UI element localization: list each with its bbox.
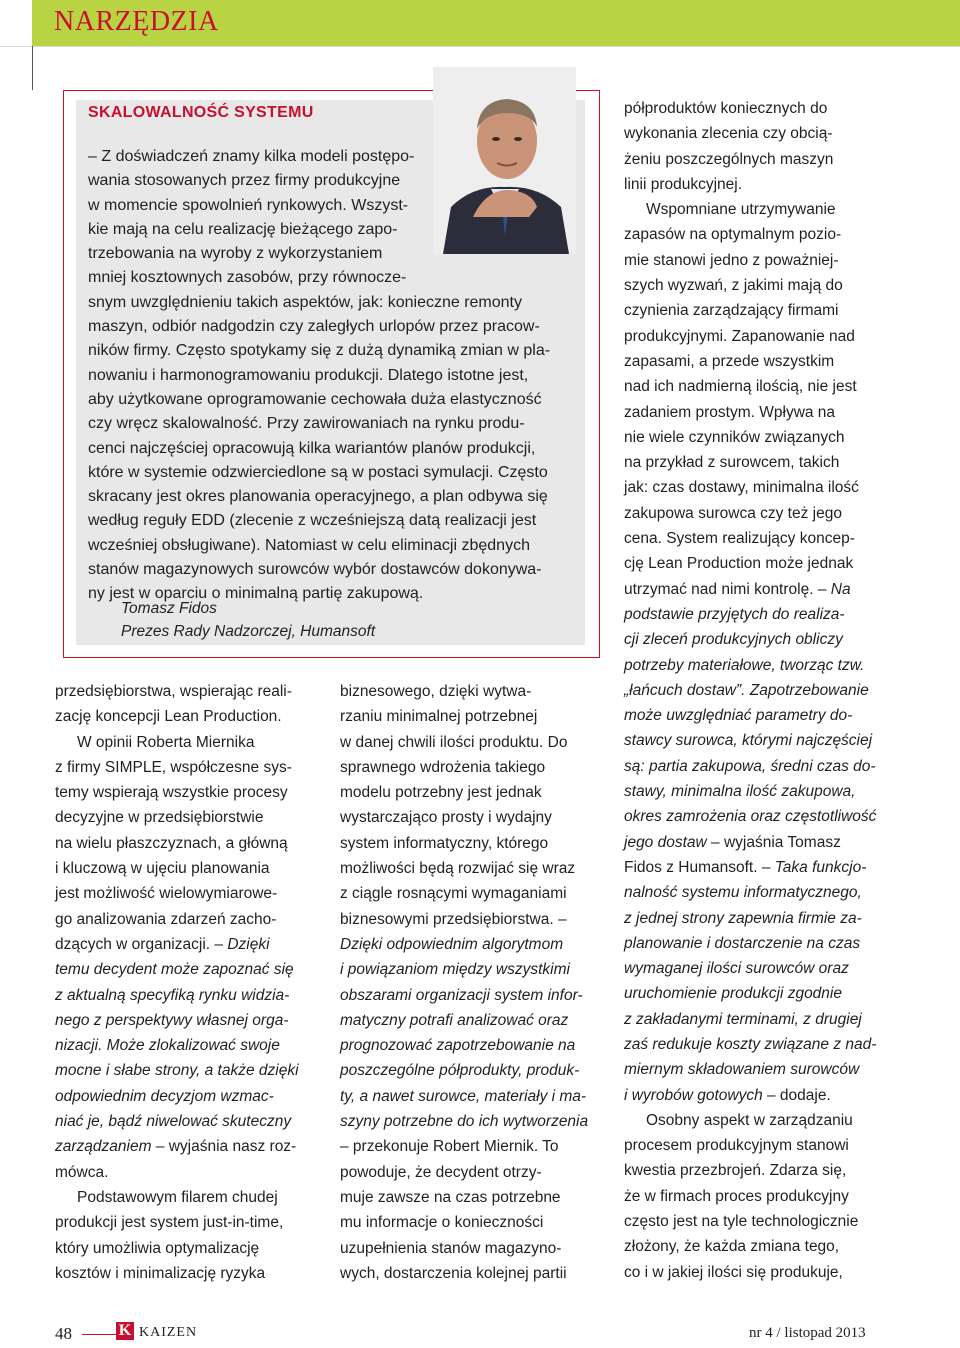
text-line (624, 1184, 884, 1209)
text-line (624, 425, 884, 450)
text-line (624, 273, 884, 298)
page-number: 48 (55, 1324, 72, 1343)
section-title: NARZĘDZIA (54, 6, 219, 37)
text-run: system informatyczny, którego (340, 834, 549, 852)
text-line (624, 475, 884, 500)
author-name: Tomasz Fidos (121, 600, 217, 617)
text-line (340, 957, 602, 982)
text-run: biznesowego, dzięki wytwa- (340, 683, 532, 700)
text-line (624, 1209, 884, 1234)
text-line (55, 704, 312, 729)
quote-line: skracany jest okres planowania operacyjnego, a plan odbywa się (88, 488, 548, 506)
text-line (624, 1260, 884, 1285)
text-line (55, 932, 312, 957)
footer-rule (82, 1334, 116, 1335)
text-run: decyzyjne w przedsiębiorstwie (55, 809, 264, 827)
text-run: uruchomienie produkcji zgodnie (624, 985, 842, 1003)
text-line (624, 349, 884, 374)
text-run: podstawie przyjętych do realiza- (624, 605, 845, 623)
text-line (55, 780, 312, 805)
text-run-italic: Taka funkcjo- (774, 858, 867, 876)
text-line (55, 1261, 312, 1286)
text-line (624, 1007, 884, 1032)
text-line (340, 755, 602, 780)
text-run: linii produkcyjnej. (624, 175, 743, 193)
text-run: cena. System realizujący koncep- (624, 530, 855, 548)
text-run-regular: – dodaje. (762, 1086, 831, 1104)
text-line (55, 1008, 312, 1033)
text-run: nie wiele czynników związanych (624, 428, 845, 446)
text-run: zapasów na optymalnym pozio- (624, 226, 842, 244)
text-line (55, 1134, 312, 1159)
header-divider (32, 46, 33, 90)
text-line (55, 983, 312, 1008)
text-line (55, 1033, 312, 1058)
text-run: złożony, że każda zmiana tego, (624, 1238, 840, 1256)
text-line (55, 755, 312, 780)
text-run: okres zamrożenia oraz częstotliwość (624, 808, 877, 826)
header-underline (0, 46, 960, 47)
text-line (624, 577, 884, 602)
text-run: obszarami organizacji system infor- (340, 986, 583, 1004)
quote-line: według reguły EDD (zlecenie z wcześniejszą datą realizacji jest (88, 512, 537, 530)
text-line (340, 831, 602, 856)
text-line (55, 1210, 312, 1235)
text-run: produkcji jest system just-in-time, (55, 1214, 284, 1232)
text-run: żeniu poszczególnych maszyn (624, 150, 834, 168)
text-line (624, 121, 884, 146)
text-run: wykonania zlecenia czy obcią- (624, 125, 833, 143)
text-line (340, 881, 602, 906)
text-line (340, 932, 602, 957)
text-run: przedsiębiorstwa, wspierając reali- (55, 683, 292, 700)
text-run: Podstawowym filarem chudej (77, 1188, 278, 1206)
quote-line: stanów magazynowych surowców wybór dostawców dokonywa- (88, 561, 542, 579)
text-line (55, 1236, 312, 1261)
text-run: rzaniu minimalnej potrzebnej (340, 708, 538, 726)
text-run-italic: Na (830, 580, 851, 598)
text-line (624, 551, 884, 576)
text-line (340, 907, 602, 932)
text-line (624, 981, 884, 1006)
text-run: produkcyjnymi. Zapanowanie nad (624, 327, 855, 345)
text-run: półproduktów koniecznych do (624, 100, 828, 117)
text-run: planowanie i dostarczenie na czas (624, 934, 861, 952)
text-line (340, 780, 602, 805)
kaizen-logo-icon: K (116, 1322, 134, 1340)
text-line (340, 1084, 602, 1109)
text-line (624, 96, 884, 121)
text-run: wych, dostarczenia kolejnej partii (340, 1264, 567, 1282)
text-run: nalność systemu informatycznego, (624, 884, 862, 902)
text-run: ty, a nawet surowce, materiały i ma- (340, 1087, 587, 1105)
text-line (55, 1160, 312, 1185)
text-run: modelu potrzebny jest jednak (340, 784, 542, 802)
text-line (624, 501, 884, 526)
text-run-italic: Dzięki (227, 935, 270, 953)
article-column-3 (624, 96, 884, 1285)
text-line (624, 728, 884, 753)
text-run-regular: – wyjaśnia Tomasz (706, 833, 841, 851)
text-run: szyny potrzebne do ich wytworzenia (340, 1113, 589, 1131)
text-line (624, 1057, 884, 1082)
text-line (624, 804, 884, 829)
text-line (624, 147, 884, 172)
text-run: odpowiednim decyzjom wzmac- (55, 1087, 274, 1105)
text-run: mie stanowi jedno z poważniej- (624, 251, 839, 269)
quote-line: snym uwzględnieniu takich aspektów, jak: konieczne remonty (88, 293, 522, 311)
text-run: co i w jakiej ilości się produkuje, (624, 1263, 843, 1281)
text-line (624, 1158, 884, 1183)
sidebar-box-title: SKALOWALNOŚĆ SYSTEMU (88, 104, 314, 121)
text-run: potrzeby materiałowe, tworząc tzw. (624, 656, 865, 674)
text-run: kosztów i minimalizację ryzyka (55, 1264, 266, 1282)
quote-line: wcześniej obsługiwane). Natomiast w celu eliminacji zbędnych (88, 536, 530, 554)
text-line (55, 831, 312, 856)
text-run: zację koncepcji Lean Production. (55, 708, 282, 726)
text-run: kwestia przezbrojeń. Zdarza się, (624, 1162, 847, 1180)
text-run-regular: – wyjaśnia nasz roz- (151, 1138, 297, 1156)
text-run: Osobny aspekt w zarządzaniu (646, 1111, 853, 1129)
text-run: szych wyzwań, z jakimi mają do (624, 277, 843, 295)
text-run: utrzymać nad nimi kontrolę. – (624, 580, 831, 598)
text-line (624, 374, 884, 399)
text-run: procesem produkcyjnym stanowi (624, 1137, 849, 1155)
text-line (624, 653, 884, 678)
text-line (55, 881, 312, 906)
text-line (624, 906, 884, 931)
quote-line: nowaniu i harmonogramowaniu produkcji. Dlatego istotne jest, (88, 366, 529, 384)
quote-line: które w systemie odzwierciedlone są w postaci symulacji. Często (88, 463, 548, 481)
text-line (624, 956, 884, 981)
text-line (624, 779, 884, 804)
text-run: z jednej strony zapewnia firmie za- (624, 909, 862, 927)
issue-info: nr 4 / listopad 2013 (749, 1325, 866, 1341)
text-run: na przykład z surowcem, takich (624, 454, 840, 472)
text-line (624, 526, 884, 551)
text-run: mówca. (55, 1163, 109, 1181)
quote-line: w momencie spowolnień rynkowych. Wszyst- (88, 196, 409, 214)
text-line (55, 730, 312, 755)
quote-line: – Z doświadczeń znamy kilka modeli postępo- (88, 148, 415, 165)
quote-line: ników firmy. Często spotykamy się z dużą dynamiką zmian w pla- (88, 342, 551, 360)
text-run: z firmy SIMPLE, współczesne sys- (55, 758, 292, 776)
text-line (55, 907, 312, 932)
quote-line: czy wręcz skalowalność. Przy zawirowaniach na rynku produ- (88, 415, 525, 433)
text-run: Fidos z Humansoft. – (624, 858, 775, 876)
text-line (624, 703, 884, 728)
text-run: cję Lean Production może jednak (624, 555, 854, 573)
text-run: muje zawsze na czas potrzebne (340, 1188, 561, 1206)
text-line (340, 730, 602, 755)
text-run: mocne i słabe strony, a także dzięki (55, 1062, 299, 1080)
text-run: miernym składowaniem surowców (624, 1061, 860, 1079)
quote-line: aby użytkowane oprogramowanie cechowała duża elastyczność (88, 390, 542, 408)
text-run: Wspomniane utrzymywanie (646, 201, 836, 219)
text-line (624, 1108, 884, 1133)
text-run: nad ich nadmierną ilością, nie jest (624, 378, 857, 396)
text-line (340, 704, 602, 729)
text-run: czynienia zarządzający firmami (624, 302, 839, 320)
text-line (624, 450, 884, 475)
text-line (340, 805, 602, 830)
text-line (624, 222, 884, 247)
text-line (340, 1261, 602, 1286)
text-run: i powiązaniom między wszystkimi (340, 961, 570, 979)
text-run: z zakładanymi terminami, z drugiej (624, 1010, 862, 1028)
text-line (624, 931, 884, 956)
text-line (340, 1134, 602, 1159)
magazine-name: KAIZEN (139, 1325, 198, 1340)
text-line (624, 880, 884, 905)
text-line (624, 1083, 884, 1108)
text-run: cji zleceń produkcyjnych obliczy (624, 631, 843, 649)
text-line (55, 1185, 312, 1210)
text-run: matyczny potrafi analizować oraz (340, 1011, 569, 1029)
text-run: może uwzględniać parametry do- (624, 707, 853, 725)
text-run: jak: czas dostawy, minimalna ilość (624, 479, 859, 497)
text-line (55, 679, 312, 704)
text-line (55, 1058, 312, 1083)
text-run: – przekonuje Robert Miernik. To (340, 1138, 559, 1156)
text-run: zarządzaniem (55, 1138, 152, 1156)
author-role: Prezes Rady Nadzorczej, Humansoft (121, 623, 376, 640)
text-line (624, 1032, 884, 1057)
text-run: zapasami, a przede wszystkim (624, 352, 835, 370)
text-line (340, 983, 602, 1008)
text-run: biznesowymi przedsiębiorstwa. – (340, 910, 567, 928)
text-run: poszczególne półprodukty, produk- (340, 1062, 580, 1080)
text-run: uzupełnienia stanów magazyno- (340, 1239, 562, 1257)
text-line (55, 1109, 312, 1134)
text-line (340, 1210, 602, 1235)
text-line (340, 1185, 602, 1210)
text-run: często jest na tyle technologicznie (624, 1213, 859, 1231)
text-line (55, 856, 312, 881)
text-run: dzących w organizacji. – (55, 935, 228, 953)
text-run: zakupowa surowca czy też jego (624, 504, 842, 522)
quote-line: cenci najczęściej opracowują kilka wariantów planów produkcji, (88, 439, 536, 457)
text-run: który umożliwia optymalizację (55, 1239, 260, 1257)
text-line (340, 1008, 602, 1033)
text-run: temu decydent może zapoznać się (55, 961, 294, 979)
quote-author (121, 597, 375, 643)
text-run: jego dostaw (624, 833, 707, 851)
text-line (55, 1084, 312, 1109)
text-line (624, 855, 884, 880)
text-run: go analizowania zdarzeń zacho- (55, 910, 277, 928)
quote-line: mniej kosztownych zasobów, przy równocze- (88, 269, 407, 287)
text-run: wystarczająco prosty i wydajny (340, 809, 552, 827)
text-run: mu informacje o konieczności (340, 1214, 544, 1232)
article-column-2 (340, 679, 602, 1286)
text-run: zaś redukuje koszty związane z nad- (624, 1035, 877, 1053)
text-run: stawcy surowca, którymi najczęściej (624, 732, 873, 750)
text-run: prognozować zapotrzebowanie na (340, 1037, 576, 1055)
text-run: i kluczową w ujęciu planowania (55, 860, 270, 878)
text-line (624, 830, 884, 855)
text-run: sprawnego wdrożenia takiego (340, 758, 546, 776)
text-line (624, 197, 884, 222)
text-line (624, 172, 884, 197)
text-run: możliwości będą rozwijać się wraz (340, 860, 576, 878)
text-run: wymaganej ilości surowców oraz (624, 960, 849, 978)
text-line (624, 324, 884, 349)
text-line (55, 957, 312, 982)
text-line (340, 856, 602, 881)
text-run: temy wspierają wszystkie procesy (55, 784, 288, 802)
text-line (624, 754, 884, 779)
text-line (624, 627, 884, 652)
text-run: nizacji. Może zlokalizować swoje (55, 1037, 280, 1055)
text-run: z aktualną specyfiką rynku widzia- (55, 986, 290, 1004)
text-line (55, 805, 312, 830)
text-line (624, 400, 884, 425)
text-run: „łańcuch dostaw”. Zapotrzebowanie (624, 681, 869, 699)
text-run: że w firmach proces produkcyjny (624, 1187, 849, 1205)
text-run: niać je, bądź niwelować skuteczny (55, 1113, 292, 1131)
text-line (340, 1033, 602, 1058)
text-run: nego z perspektywy własnej orga- (55, 1011, 289, 1029)
page-footer (0, 1316, 960, 1348)
quote-line: ny jest w oparciu o minimalną partię zakupową. (88, 585, 424, 603)
sidebar-box-quote (88, 145, 575, 607)
text-line (340, 1160, 602, 1185)
quote-line: kie mają na celu realizację bieżącego zapo- (88, 220, 398, 238)
text-run: i wyrobów gotowych (624, 1086, 763, 1104)
text-run: z ciągle rosnącymi wymaganiami (340, 885, 567, 903)
text-run: zadaniem prostym. Wpływa na (624, 403, 836, 421)
text-line (340, 679, 602, 704)
text-line (624, 248, 884, 273)
quote-line: wania stosowanych przez firmy produkcyjne (88, 172, 401, 190)
text-line (624, 678, 884, 703)
text-line (624, 1234, 884, 1259)
text-line (624, 1133, 884, 1158)
text-run: są: partia zakupowa, średni czas do- (624, 757, 876, 775)
text-run: na wielu płaszczyznach, a główną (55, 834, 288, 852)
text-run: jest możliwość wielowymiarowe- (55, 885, 278, 903)
text-run: stawy, minimalna ilość zakupowa, (624, 783, 856, 801)
text-run: W opinii Roberta Miernika (77, 733, 255, 751)
text-run: w danej chwili ilości produktu. Do (340, 733, 568, 751)
article-column-1 (55, 679, 312, 1286)
text-run: powoduje, że decydent otrzy- (340, 1163, 542, 1181)
text-run: Dzięki odpowiednim algorytmom (340, 935, 564, 953)
quote-line: trzebowania na wyroby z wykorzystaniem (88, 245, 383, 263)
quote-line: maszyn, odbiór nadgodzin czy zaległych urlopów przez pracow- (88, 318, 540, 336)
text-line (624, 298, 884, 323)
text-line (340, 1109, 602, 1134)
text-line (340, 1236, 602, 1261)
text-line (624, 602, 884, 627)
text-line (340, 1058, 602, 1083)
